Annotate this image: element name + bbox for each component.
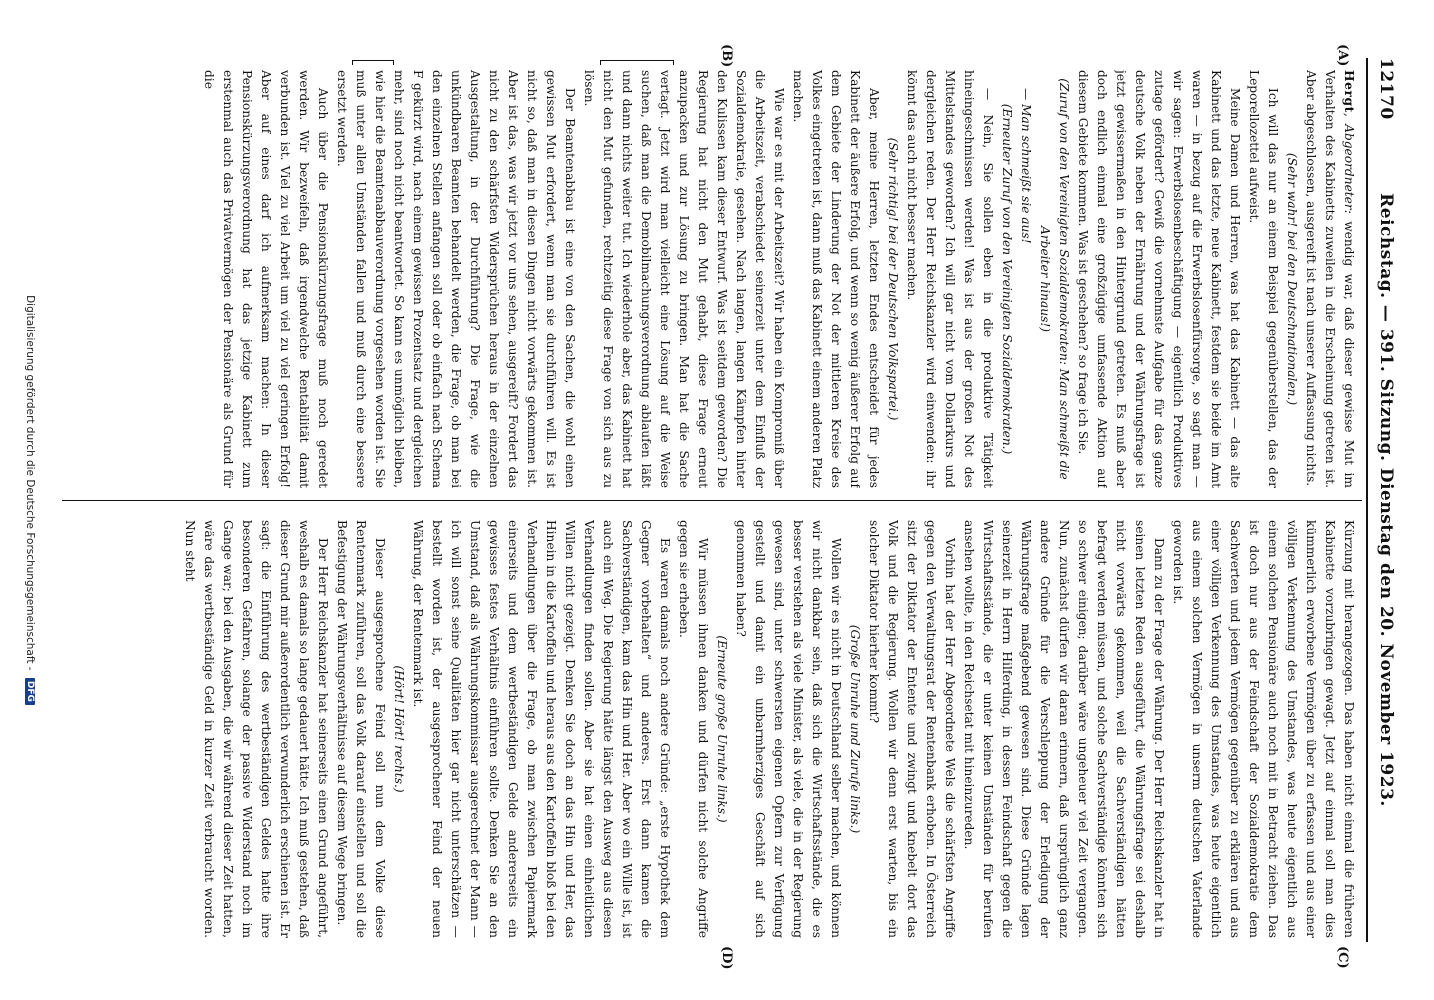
margin-bracket bbox=[600, 60, 674, 65]
paragraph: Wollen wir es nicht in Deutschland selber machen, und können wir nicht dankbar sein, daß sich die Wirtschaftsstände, die es besser verstehen als viele Minister, als viele, die in der Regierung gewesen sind, unter schwersten eigenen Opfern zur Verfügung gestellt und damit ein unbarmherziges Geschäft auf sich genommen haben? bbox=[734, 520, 843, 938]
column-divider bbox=[62, 500, 1362, 501]
page-header bbox=[1370, 58, 1398, 942]
interjection: (Hört! Hört! rechts.) bbox=[392, 665, 406, 793]
paragraph: Wie war es mit der Arbeitszeit? Wir haben ein Kompromiß über die Arbeitszeit, verabschiedet seinerzeit unter dem Einfluß der Sozialdemokratie, gesehen. Nach langen, langen Kämpfen hinter den Kulissen kam dieser Entwurf. Was ist seitdem geworden? Die Regierung hat nicht den Mut gehabt, diese Frage erneut anzupacken und zur Lösung zu bringen. Man hat die Sache vertagt. Jetzt wird man vielleicht eine Lösung auf die Weise suchen, daß man die Demobilmachungsverordnung ablaufen läßt und dann nichts weiter tut. Ich wiederhole aber, das Kabinett hat nicht den Mut gefunden, rechtzeitig diese Frage von sich aus zu lösen. bbox=[582, 70, 786, 488]
paragraph-text: wendig war, daß dieser gewisse Mut im Verhalten des Kabinetts zuweilen in die Erscheinung getreten ist. Aber abgeschlossen, ausgereift ist nach unserer Auffassung nichts. bbox=[1304, 70, 1356, 488]
page-number: 12170 bbox=[1376, 58, 1396, 120]
header-rule bbox=[1366, 58, 1368, 942]
interjection: (Erneuter Zuruf von den Vereinigten Sozialdemokraten.) bbox=[1000, 103, 1014, 455]
margin-marker-d: (D) bbox=[719, 946, 734, 970]
paragraph: Auch über die Pensionskürzungsfrage muß noch geredet werden. Wir bezweifeln, daß irgendwelche Rentabilität damit verbunden ist. Viel zu viel Arbeit um viel zu viel geringen Erfolg! Aber auf eines darf ich aufmerksam machen: In dieser Pensionskürzungsverordnung hat das jetzige Kabinett zum erstenmal auch das Privatvermögen der Pensionäre als Grund für die bbox=[202, 70, 330, 488]
interjection: (Sehr richtig! bei der Deutschen Volkspartei.) bbox=[886, 137, 900, 421]
interjection: (Zuruf von den Vereinigten Sozialdemokraten: Man schmeißt die Arbeiter hinaus!) bbox=[1038, 78, 1071, 480]
right-column bbox=[62, 520, 1358, 938]
margin-marker-c: (C) bbox=[1335, 946, 1350, 969]
paragraph: Dieser ausgesprochene Feind soll nun dem Volke diese Rentenmark zuführen, soll das Volk darauf einstellen und soll die Befestigung der Währungsverhältnisse auf diesem Wege bringen. bbox=[335, 520, 387, 938]
paragraph: Ich will das nur an einem Beispiel gegenüberstellen, das der Leporellozettel aufweist. bbox=[1247, 70, 1280, 488]
paragraph bbox=[1301, 70, 1358, 488]
paragraph: — Nein, Sie sollen eben in die produktive Tätigkeit hineingeschmissen werden! Was ist aus der großen Not des Mittelstandes geworden? Ich will gar nicht vom Dollarkurs und dergleichen reden. Der Herr Reichskanzler wird einwenden: ihr könnt das auch nicht besser machen. bbox=[905, 70, 995, 488]
margin-bracket bbox=[352, 60, 394, 65]
interjection: (Sehr wahr! bei den Deutschnationalen.) bbox=[1285, 152, 1299, 406]
page-title: Reichstag. — 391. Sitzung. Dienstag den 20. November 1923. bbox=[1376, 193, 1396, 807]
margin-marker-a: (A) bbox=[1335, 44, 1350, 67]
margin-marker-b: (B) bbox=[719, 44, 734, 68]
paragraph: Der Beamtenabbau ist eine von den Sachen, die wohl einen gewissen Mut erfordert, wenn man sie durchführen will. Es ist nicht so, daß man in diesen Dingen nicht vorwärts gekommen ist. Aber ist das, was wir jetzt vor uns sehen, ausgereift? Fordert das nicht zu den schärfsten Widersprüchen heraus in der einzelnen Ausgestaltung, in der Durchführung? Die Frage, wie die unkündbaren Beamten behandelt werden, die Frage, ob man bei den einzelnen Stellen anfangen soll oder ob einfach nach Schema F gekürzt wird, nach einem gewissen Prozentsatz und dergleichen mehr, sind noch nicht beantwortet. So kann es unmöglich bleiben, wie hier die Beamtenabbauverordnung vorgesehen worden ist. Sie muß unter allen Umständen fallen und muß durch eine bessere ersetzt werden. bbox=[335, 70, 577, 488]
interjection: (Große Unruhe und Zurufe links.) bbox=[848, 624, 862, 834]
footer-text: Digitalisierung gefördert durch die Deutsche Forschungsgemeinschaft - bbox=[24, 295, 36, 671]
paragraph: Kürzung mit herangezogen. Das haben nicht einmal die früheren Kabinette vorzubringen gewagt. Jetzt auf einmal soll man dies kümmerlich erworbene Vermögen über zu erfassen und aus einer völligen Verkennung des Umstandes, was heute eigentlich aus einem solchen Pensionäre auch noch mit in Betracht ziehen. Das ist doch nur aus der Feindschaft der Sozialdemokratie dem Sachwerten und jedem Vermögen gegenüber zu erklären und aus einer völligen Verkennung des Umstandes, was heute eigentlich aus einem solchen Vermögen in unserm deutschen Vaterlande geworden ist. bbox=[1171, 520, 1356, 938]
interjection: (Erneute große Unruhe links.) bbox=[715, 635, 729, 823]
paragraph: Es waren damals noch andere Gründe: „erste Hypothek dem Gegner vorbehalten“ und anderes. Erst dann kamen die Sachverständigen, kam das Hin und Her. Aber wo ein Wille ist, ist auch ein Weg. Die Regierung hätte längst den Ausweg aus diesen Verhandlungen finden sollen. Aber sie hat einen einheitlichen Willen nicht gezeigt. Denken Sie doch an das Hin und Her, das Hinein in die Kartoffeln und heraus aus den Kartoffeln bloß bei den Verhandlungen über die Frage, ob man zwischen Papiermark einerseits und dem wertbeständigen Gelde andererseits ein gewisses festes Verhältnis einführen sollte. Denken Sie an den Umstand, daß als Währungskommissar ausgerechnet der Mann — ich will sonst seine Qualitäten hier gar nicht unterschätzen — bestellt worden ist, der ausgesprochener Feind der neuen Währung, der Rentenmark ist. bbox=[411, 520, 672, 938]
paragraph: Vorhin hat der Herr Abgeordnete Wels die schärfsten Angriffe gegen den Verwaltungsrat der Rentenbank erhoben. In Österreich sitzt der Diktator der Entente und zwingt und knebelt dort das Volk und die Regierung. Wollen wir denn erst warten, bis ein solcher Diktator hierher kommt? bbox=[867, 520, 957, 938]
left-column bbox=[62, 70, 1358, 488]
digitization-footer bbox=[24, 0, 36, 1000]
speaker-name: Hergt bbox=[1342, 70, 1356, 113]
interjection: — Man schmeißt sie aus! bbox=[1019, 88, 1033, 244]
speaker-role: , Abgeordneter: bbox=[1342, 112, 1356, 214]
paragraph: Meine Damen und Herren, was hat das Kabinett — das alte Kabinett und das letzte, neue Kabinett, festdem sie beide im Amt waren — in bezug auf die Erwerbslosenfürsorge, so sagt man — wir sagen: Erwerbslosenbeschäftigung — eigentlich Produktives zutage gefördert? Gewiß die vornehmste Aufgabe für das ganze deutsche Volk neben der Ernährung und der Währungsfrage ist jetzt gewissermaßen in den Hintergrund getreten. Es muß aber doch endlich einmal eine großzügige umfassende Aktion auf diesem Gebiete kommen. Was ist geschehen? so frage ich Sie. bbox=[1076, 70, 1242, 488]
paragraph: Der Herr Reichskanzler hat seinerseits einen Grund angeführt, weshalb es damals so lange gedauert hätte. Ich muß gestehen, daß dieser Grund mir außerordentlich verwunderlich erschienen ist. Er sagt: die Einführung des wertbeständigen Geldes hatte ihre besonderen Gefahren, solange der passive Widerstand noch im Gange war; bei den Ausgaben, die wir während dieser Zeit hatten, wäre das wertbeständige Geld in kurzer Zeit verbraucht worden. Nun steht bbox=[183, 520, 330, 938]
paragraph: Dann zu der Frage der Währung. Der Herr Reichskanzler hat in seinen letzten Reden ausgeführt, die Währungsfrage sei deshalb nicht vorwärts gekommen, weil die Sachverständigen hätten befragt werden müssen, und solche Sachverständige könnten sich so schwer einigen; darüber wäre ungeheuer viel Zeit vergangen. Nun, zunächst dürfen wir daran erinnern, daß ursprünglich ganz andere Gründe für die Verschleppung der Erledigung der Währungsfrage maßgebend gewesen sind. Diese Gründe lagen seinerzeit in Herrn Hilferding, in dessen Feindschaft gegen die Wirtschaftsstände, die er unter keinen Umständen für berufen ansehen wollte, in den Reichsetat mit hineinzureden. bbox=[962, 520, 1166, 938]
paragraph: Aber, meine Herren, letzten Endes entscheidet für jedes Kabinett der äußere Erfolg, und wenn so wenig äußerer Erfolg auf dem Gebiete der Linderung der Not der mittleren Kreise des Volkes eingetreten ist, dann muß das Kabinett einem anderen Platz machen. bbox=[791, 70, 881, 488]
paragraph: Wir müssen ihnen danken und dürfen nicht solche Angriffe gegen sie erheben. bbox=[677, 520, 710, 938]
dfg-logo: DFG bbox=[25, 678, 35, 705]
